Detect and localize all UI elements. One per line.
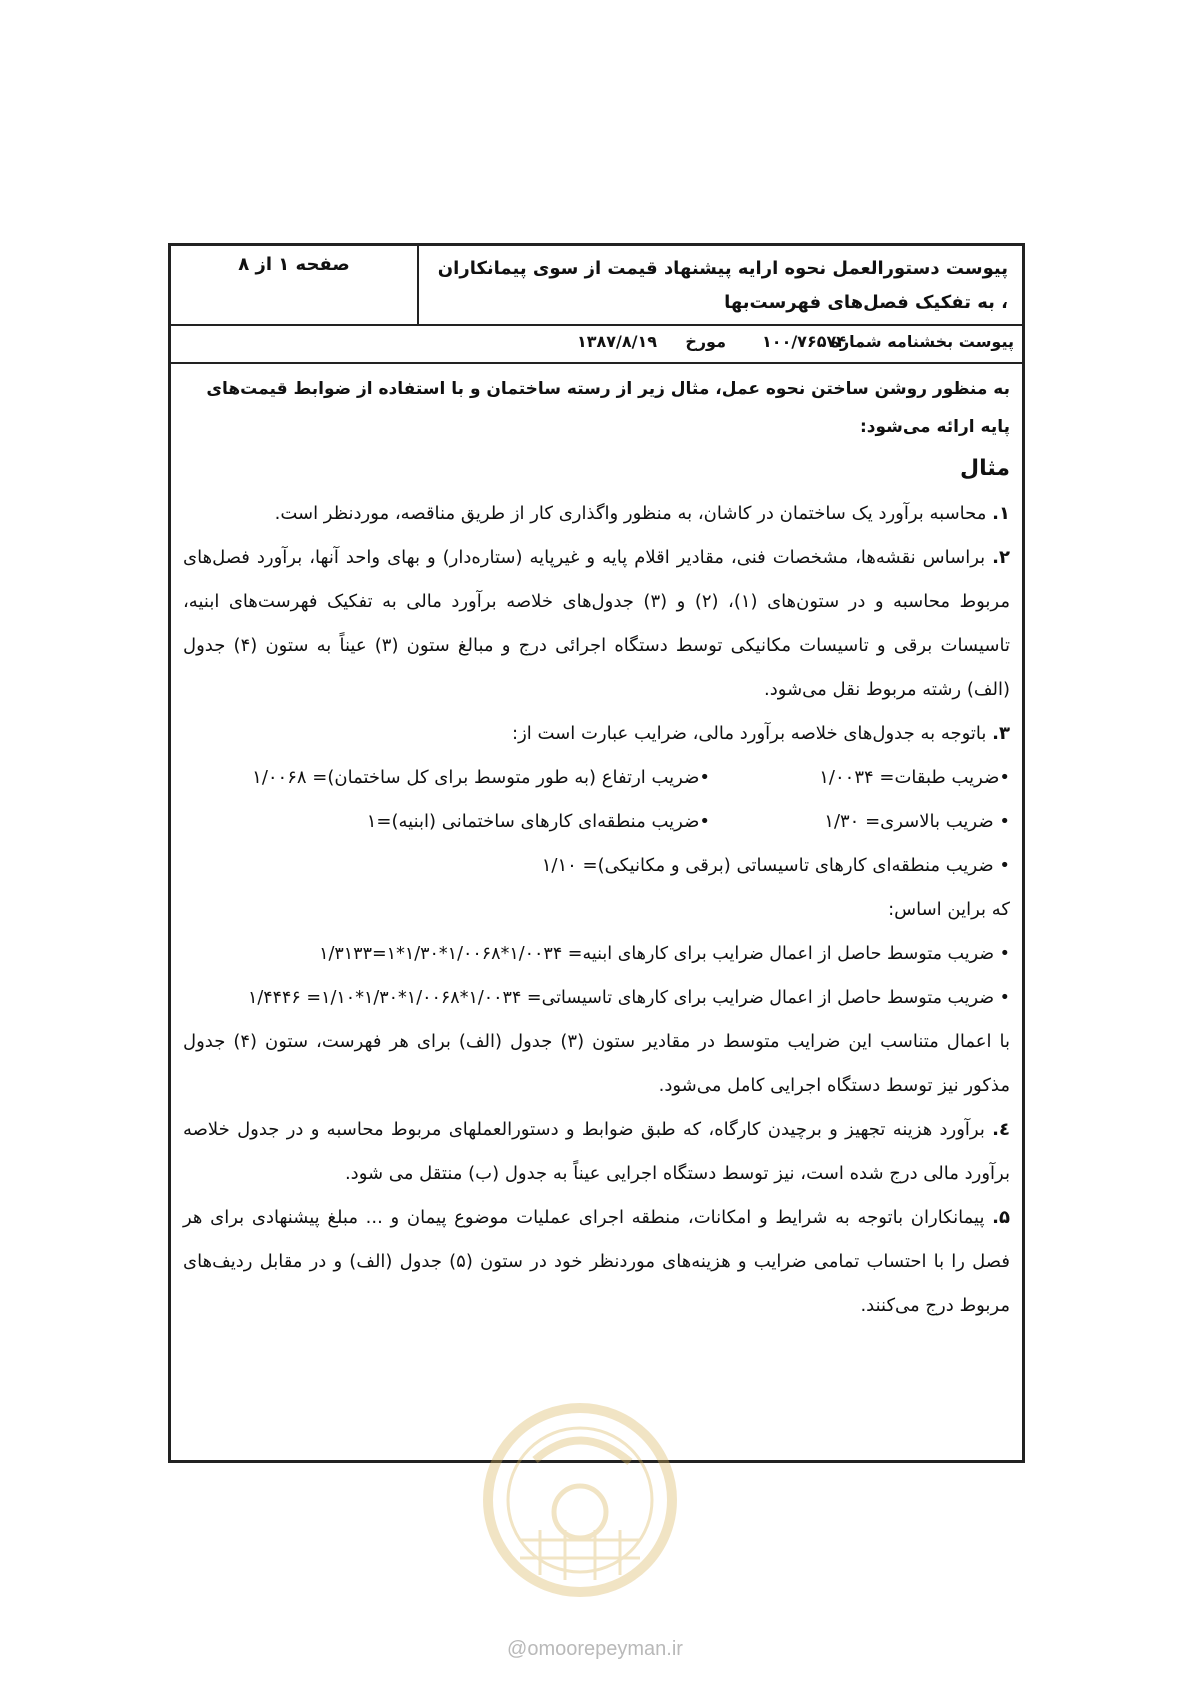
page-number: صفحه ۱ از ۸ <box>238 254 350 275</box>
paragraph-text: محاسبه برآورد یک ساختمان در کاشان، به منظور واگذاری کار از طریق مناقصه، موردنظر است. <box>274 503 993 524</box>
watermark-logo <box>480 1400 680 1600</box>
paragraph-text: پیمانکاران باتوجه به شرایط و امکانات، منطقه اجرای عملیات موضوع پیمان و ... مبلغ پیشنهادی برای هر فصل را با احتساب تمامی ضرایب و هزینه‌های موردنظر خود در ستون (۵) جدول (الف) و در مقابل ردیف‌های مربوط درج می‌کنند. <box>183 1207 1010 1316</box>
paragraph-5 <box>183 1196 1010 1328</box>
coef-region-building: •ضریب منطقه‌ای کارهای ساختمانی (ابنیه)=۱ <box>366 811 710 832</box>
header-row <box>171 246 1022 326</box>
coefficient-row <box>183 756 1010 800</box>
document-frame <box>168 243 1025 1463</box>
paragraph-4 <box>183 1108 1010 1196</box>
watermark-site: @omoorepeyman.ir <box>507 1638 683 1660</box>
paragraph-number: ۲. <box>992 547 1010 568</box>
coef-floors: •ضریب طبقات= ۱/۰۰۳۴ <box>819 767 1010 788</box>
coef-height: •ضریب ارتفاع (به طور متوسط برای کل ساختمان)= ۱/۰۰۶۸ <box>252 767 710 788</box>
document-body <box>183 370 1010 1328</box>
basis-text: که براین اساس: <box>888 899 1010 920</box>
coefficient-row <box>183 800 1010 844</box>
paragraph-number: ٤. <box>992 1119 1010 1140</box>
paragraph-text: براساس نقشه‌ها، مشخصات فنی، مقادیر اقلام پایه و غیرپایه (ستاره‌دار) و بهای واحد آنها، برآورد فصل‌های مربوط محاسبه و در ستون‌های (۱)، (۲) و (۳) جدول‌های خلاصه برآورد مالی به تفکیک فهرست‌های ابنیه، تاسیسات برقی و تاسیسات مکانیکی توسط دستگاه اجرائی درج و مبالغ ستون (۳) عیناً به ستون (۴) جدول (الف) رشته مربوط نقل می‌شود. <box>183 547 1010 700</box>
date-label: مورخ <box>685 332 726 351</box>
document-title: پیوست دستورالعمل نحوه ارایه پیشنهاد قیمت از سوی پیمانکاران ، به تفکیک فصل‌های فهرست‌بها <box>417 246 1022 324</box>
formula-install: • ضریب متوسط حاصل از اعمال ضرایب برای کارهای تاسیساتی= ۱/۰۰۳۴*۱/۰۰۶۸*۱/۳۰*۱/۱۰= ۱/۴۴۴۶ <box>247 988 1010 1008</box>
circular-row <box>171 326 1022 364</box>
circular-label: پیوست بخشنامه شماره <box>830 332 1014 351</box>
paragraph-1 <box>183 492 1010 536</box>
paragraph-number: ۱. <box>992 503 1010 524</box>
date-value: ۱۳۸۷/۸/۱۹ <box>576 332 657 351</box>
formula-building: • ضریب متوسط حاصل از اعمال ضرایب برای کارهای ابنیه= ۱/۰۰۳۴*۱/۰۰۶۸*۱/۳۰*۱=۱/۳۱۳۳ <box>319 944 1010 964</box>
intro-text: به منظور روشن ساختن نحوه عمل، مثال زیر از رسته ساختمان و با استفاده از ضوابط قیمت‌های پایه ارائه می‌شود: <box>206 379 1010 437</box>
paragraph-number: ۵. <box>992 1207 1010 1228</box>
paragraph-text: باتوجه به جدول‌های خلاصه برآورد مالی، ضرایب عبارت است از: <box>512 723 993 744</box>
coef-region-install: • ضریب منطقه‌ای کارهای تاسیساتی (برقی و مکانیکی)= ۱/۱۰ <box>541 855 1010 876</box>
example-heading: مثال <box>960 456 1010 481</box>
paragraph-3 <box>183 712 1010 756</box>
apply-paragraph: با اعمال متناسب این ضرایب متوسط در مقادیر ستون (۳) جدول (الف) برای هر فهرست، ستون (۴) جدول مذکور نیز توسط دستگاه اجرایی کامل می‌شود. <box>183 1031 1010 1096</box>
paragraph-number: ۳. <box>992 723 1010 744</box>
paragraph-text: برآورد هزینه تجهیز و برچیدن کارگاه، که طبق ضوابط و دستورالعملهای مربوط محاسبه و در جدول خلاصه برآورد مالی درج شده است، نیز توسط دستگاه اجرایی عیناً به جدول (ب) منتقل می شود. <box>183 1119 1010 1184</box>
paragraph-2 <box>183 536 1010 712</box>
circular-number: ۱۰۰/۷۶۵۷۴ <box>762 332 846 351</box>
coef-overhead: • ضریب بالاسری= ۱/۳۰ <box>824 811 1010 832</box>
